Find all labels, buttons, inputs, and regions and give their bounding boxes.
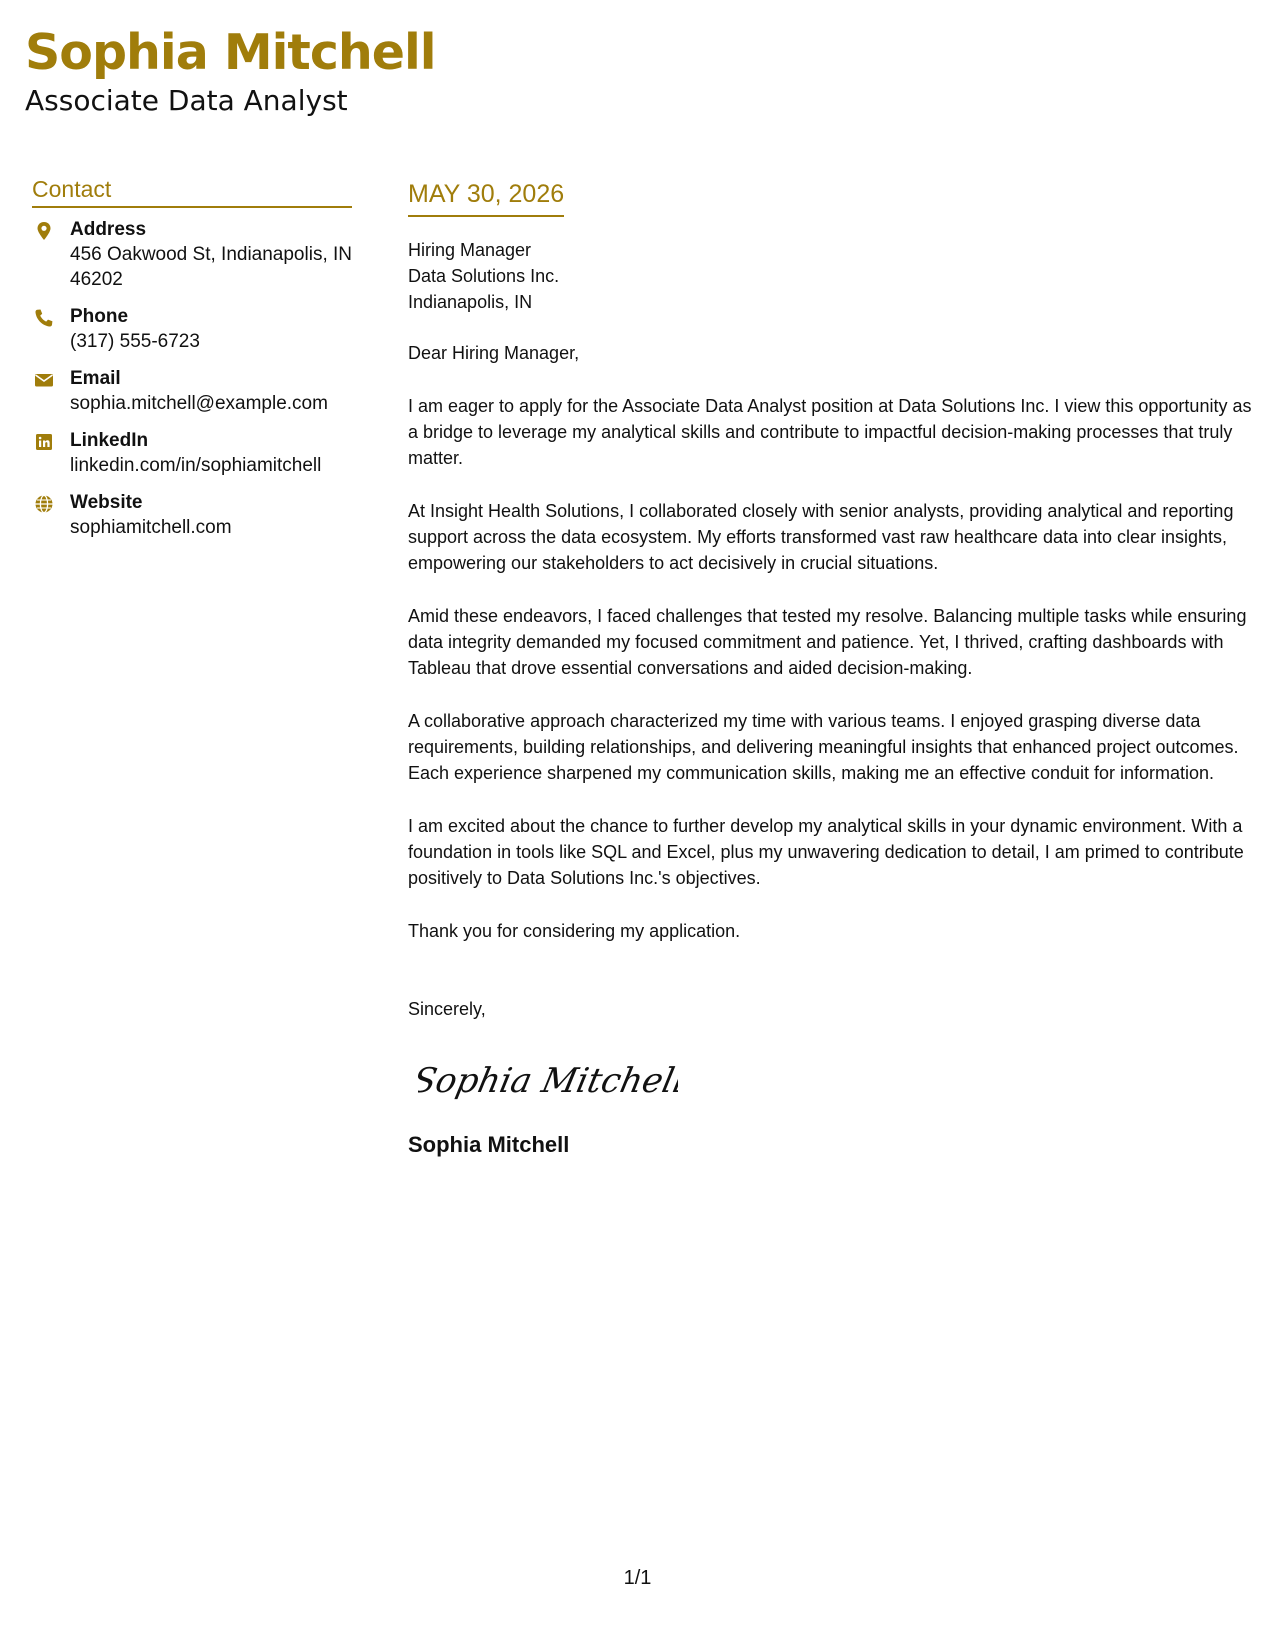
email-label: Email bbox=[70, 368, 121, 389]
letter-paragraph: A collaborative approach characterized my time with various teams. I enjoyed grasping diverse data requirements, building relationships, and delivering meaningful insights that enhanced project outcomes. Each experience sharpened my communication skills, making me an effective conduit for information. bbox=[408, 711, 1239, 783]
salutation: Dear Hiring Manager, bbox=[408, 343, 580, 363]
signer-name: Sophia Mitchell bbox=[408, 1132, 570, 1157]
closing: Sincerely, bbox=[408, 999, 486, 1019]
letter-paragraph: At Insight Health Solutions, I collaborated closely with senior analysts, providing analytical and reporting support across the data ecosystem. My efforts transformed vast raw healthcare data into clear insights, empowering our stakeholders to act decisively in crucial situations. bbox=[408, 501, 1234, 573]
recipient-block bbox=[408, 237, 1253, 315]
contact-item-phone bbox=[32, 305, 352, 354]
letter-paragraph: I am eager to apply for the Associate Data Analyst position at Data Solutions Inc. I view this opportunity as a bridge to leverage my analytical skills and contribute to impactful decision-making processes that truly matter. bbox=[408, 396, 1252, 468]
contact-section-title: Contact bbox=[32, 175, 352, 208]
header bbox=[25, 22, 436, 118]
address-value: 456 Oakwood St, Indianapolis, IN 46202 bbox=[70, 244, 353, 290]
envelope-icon bbox=[34, 370, 54, 390]
contact-item-email bbox=[32, 367, 352, 416]
contact-item-website bbox=[32, 491, 352, 540]
email-value[interactable]: sophia.mitchell@example.com bbox=[70, 393, 328, 414]
letter-paragraph: Amid these endeavors, I faced challenges that tested my resolve. Balancing multiple tasks while ensuring data integrity demanded my focused commitment and patience. Yet, I thrived, crafting dashboards with Tableau that drove essential conversations and aided decision-making. bbox=[408, 606, 1247, 678]
phone-value: (317) 555-6723 bbox=[70, 331, 200, 352]
recipient-line: Hiring Manager bbox=[408, 240, 532, 260]
recipient-line: Indianapolis, IN bbox=[408, 292, 533, 312]
address-label: Address bbox=[70, 219, 147, 240]
contact-item-address bbox=[32, 218, 352, 292]
contact-item-linkedin bbox=[32, 429, 352, 478]
signature-image bbox=[418, 1048, 678, 1108]
phone-label: Phone bbox=[70, 306, 129, 327]
linkedin-icon bbox=[34, 432, 54, 452]
letter-date: MAY 30, 2026 bbox=[408, 178, 564, 217]
page-number: 1/1 bbox=[623, 1567, 652, 1589]
linkedin-value[interactable]: linkedin.com/in/sophiamitchell bbox=[70, 455, 322, 476]
map-pin-icon bbox=[34, 221, 54, 241]
letter-paragraph: Thank you for considering my application. bbox=[408, 921, 741, 941]
contact-list bbox=[32, 218, 352, 540]
website-value[interactable]: sophiamitchell.com bbox=[70, 517, 232, 538]
globe-icon bbox=[34, 494, 54, 514]
letter-paragraph: I am excited about the chance to further develop my analytical skills in your dynamic environment. With a foundation in tools like SQL and Excel, plus my unwavering dedication to detail, I am primed to contribute positively to Data Solutions Inc.'s objectives. bbox=[408, 816, 1244, 888]
phone-icon bbox=[34, 308, 54, 328]
recipient-line: Data Solutions Inc. bbox=[408, 266, 560, 286]
letter-body bbox=[408, 178, 1253, 1159]
linkedin-label: LinkedIn bbox=[70, 430, 149, 451]
job-title: Associate Data Analyst bbox=[25, 84, 348, 117]
signature-text: Sophia Mitchell bbox=[418, 1061, 678, 1101]
contact-sidebar bbox=[32, 175, 352, 553]
applicant-name: Sophia Mitchell bbox=[25, 24, 436, 81]
website-label: Website bbox=[70, 492, 143, 513]
